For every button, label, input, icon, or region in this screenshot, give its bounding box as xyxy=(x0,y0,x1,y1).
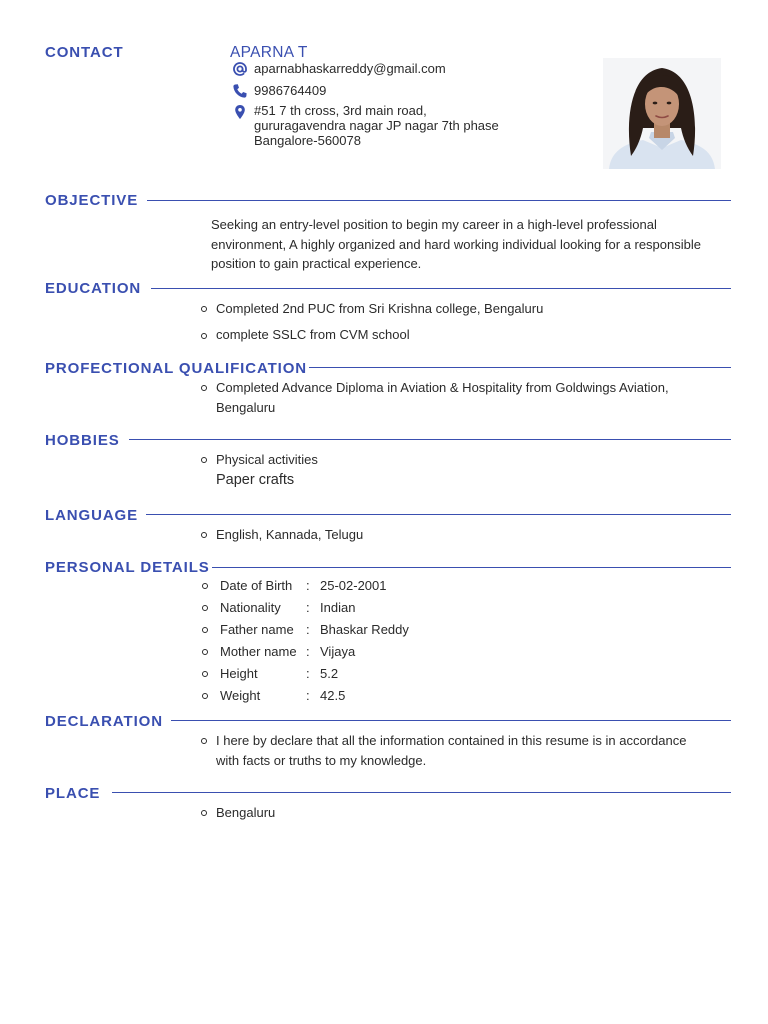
bullet xyxy=(202,693,208,699)
declaration-heading: DECLARATION xyxy=(45,713,163,730)
section-divider xyxy=(309,367,731,368)
language-heading: LANGUAGE xyxy=(45,507,139,524)
qualification-heading: PROFECTIONAL QUALIFICATION xyxy=(45,360,308,377)
language-item: English, Kannada, Telugu xyxy=(216,527,364,542)
qualification-item xyxy=(216,378,669,417)
detail-label: Father name xyxy=(220,622,294,637)
contact-heading: CONTACT xyxy=(45,44,124,61)
address-line: gururagavendra nagar JP nagar 7th phase xyxy=(254,118,499,133)
objective-line: position to gain practical experience. xyxy=(211,256,422,271)
objective-heading: OBJECTIVE xyxy=(45,192,139,209)
declaration-line: I here by declare that all the information contained in this resume is in accordance xyxy=(216,733,687,748)
qualification-line: Bengaluru xyxy=(216,399,276,415)
detail-separator: : xyxy=(306,600,310,615)
detail-label: Nationality xyxy=(220,600,281,615)
detail-label: Date of Birth xyxy=(220,578,293,593)
objective-text xyxy=(211,215,701,274)
place-heading: PLACE xyxy=(45,785,101,802)
education-item: complete SSLC from CVM school xyxy=(216,327,410,342)
hobby-item: Paper crafts xyxy=(216,472,295,488)
detail-label: Weight xyxy=(220,688,261,703)
bullet xyxy=(202,627,208,633)
location-pin-icon xyxy=(232,104,248,120)
profile-photo xyxy=(603,58,721,169)
qualification-line: Completed Advance Diploma in Aviation & Hospitality from Goldwings Aviation, xyxy=(216,380,669,395)
detail-value: 5.2 xyxy=(320,666,339,681)
contact-email[interactable]: aparnabhaskarreddy@gmail.com xyxy=(254,61,446,76)
bullet xyxy=(201,306,207,312)
hobby-item: Physical activities xyxy=(216,452,318,467)
declaration-text xyxy=(216,731,686,770)
objective-line: environment, A highly organized and hard working individual looking for a responsible xyxy=(211,236,701,252)
section-divider xyxy=(129,439,731,440)
section-divider xyxy=(147,200,731,201)
detail-separator: : xyxy=(306,578,310,593)
detail-value: Bhaskar Reddy xyxy=(320,622,409,637)
bullet xyxy=(202,605,208,611)
address-line: Bangalore-560078 xyxy=(254,133,361,148)
detail-value: 25-02-2001 xyxy=(320,578,387,593)
phone-icon xyxy=(232,83,248,99)
detail-separator: : xyxy=(306,644,310,659)
bullet xyxy=(202,649,208,655)
contact-phone[interactable]: 9986764409 xyxy=(254,83,327,98)
section-divider xyxy=(112,792,731,793)
detail-separator: : xyxy=(306,688,310,703)
section-divider xyxy=(151,288,731,289)
contact-address xyxy=(254,103,499,148)
detail-value: 42.5 xyxy=(320,688,346,703)
detail-value: Indian xyxy=(320,600,356,615)
address-line: #51 7 th cross, 3rd main road, xyxy=(254,103,427,118)
declaration-line: with facts or truths to my knowledge. xyxy=(216,752,427,768)
detail-separator: : xyxy=(306,622,310,637)
bullet xyxy=(201,457,207,463)
section-divider xyxy=(212,567,731,568)
section-divider xyxy=(146,514,731,515)
personal-details-heading: PERSONAL DETAILS xyxy=(45,559,210,576)
detail-separator: : xyxy=(306,666,310,681)
objective-line: Seeking an entry-level position to begin my career in a high-level professional xyxy=(211,217,657,232)
bullet xyxy=(202,671,208,677)
hobbies-heading: HOBBIES xyxy=(45,432,120,449)
detail-label: Mother name xyxy=(220,644,297,659)
bullet xyxy=(202,583,208,589)
bullet xyxy=(201,333,207,339)
education-item: Completed 2nd PUC from Sri Krishna college, Bengaluru xyxy=(216,301,544,316)
detail-value: Vijaya xyxy=(320,644,356,659)
bullet xyxy=(201,385,207,391)
bullet xyxy=(201,738,207,744)
place-item: Bengaluru xyxy=(216,805,276,820)
bullet xyxy=(201,532,207,538)
bullet xyxy=(201,810,207,816)
candidate-name: APARNA T xyxy=(230,44,308,61)
education-heading: EDUCATION xyxy=(45,280,142,297)
at-icon xyxy=(232,61,248,77)
section-divider xyxy=(171,720,731,721)
detail-label: Height xyxy=(220,666,258,681)
